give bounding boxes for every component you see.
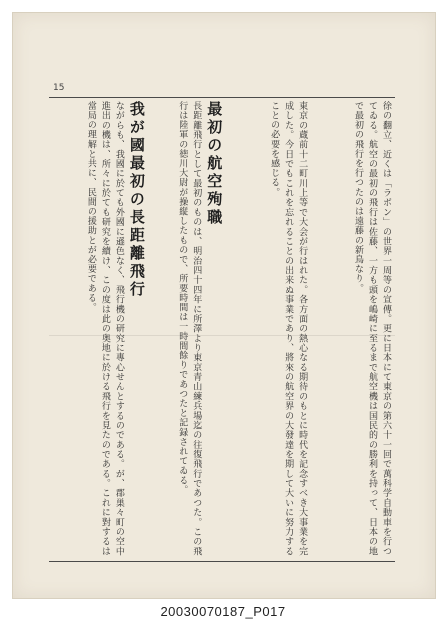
top-rule — [49, 97, 395, 98]
archive-id-caption: 20030070187_P017 — [160, 604, 286, 619]
article-column-center-left: 長距離飛行として最初のものは、明治四十四年に所澤より東京青山練兵場迄の往復飛行であつた。この飛行は陸軍の徳川大尉が操縦したもので、所要時間は一時間餘りであつたと記録されてゐる。 — [177, 101, 202, 556]
heading-long-distance-flight: 我が國最初の長距離飛行 — [127, 101, 146, 299]
page-number: 15 — [53, 83, 65, 93]
document-page — [12, 12, 436, 599]
article-column-center-right: 東京の蔵前十二町川上等で大会が行はれた。各方面の熱心なる期待のもとに時代を記念すべき大事業を完成した。今日でもこれを忘れることの出来ぬ事業であり、將來の航空界の大發達を期して大いに努力することの必要を感じる。 — [269, 101, 308, 556]
article-column-left: ながらも、我國に於ても外國に遜色なく、飛行機の研究に專心せんとするのである。が、郡巣々町の空中進出の機は、所々に於ても研究を續け、この度は此の奥地に於ける飛行を見たのである。これに對するは當局の理解と共に、民間の援助とが必要である。 — [85, 101, 124, 556]
heading-first-air-victim: 最初の航空殉職 — [205, 101, 224, 227]
article-column-right: 徐の翻立、近くは「ラボン」の世界一周等の宣傳。更に日本にて東京の第六十一回で萬科学自動車を行つてゐる。航空の最初の飛行は佐藤、一方も頭を嶋崎に至るまで航空機は国民的の勝利を持って、日本の地で最初の飛行を行つたのは遠藤の新鳥なり。 — [353, 101, 391, 556]
article-body — [51, 101, 393, 556]
bottom-rule — [49, 561, 395, 562]
